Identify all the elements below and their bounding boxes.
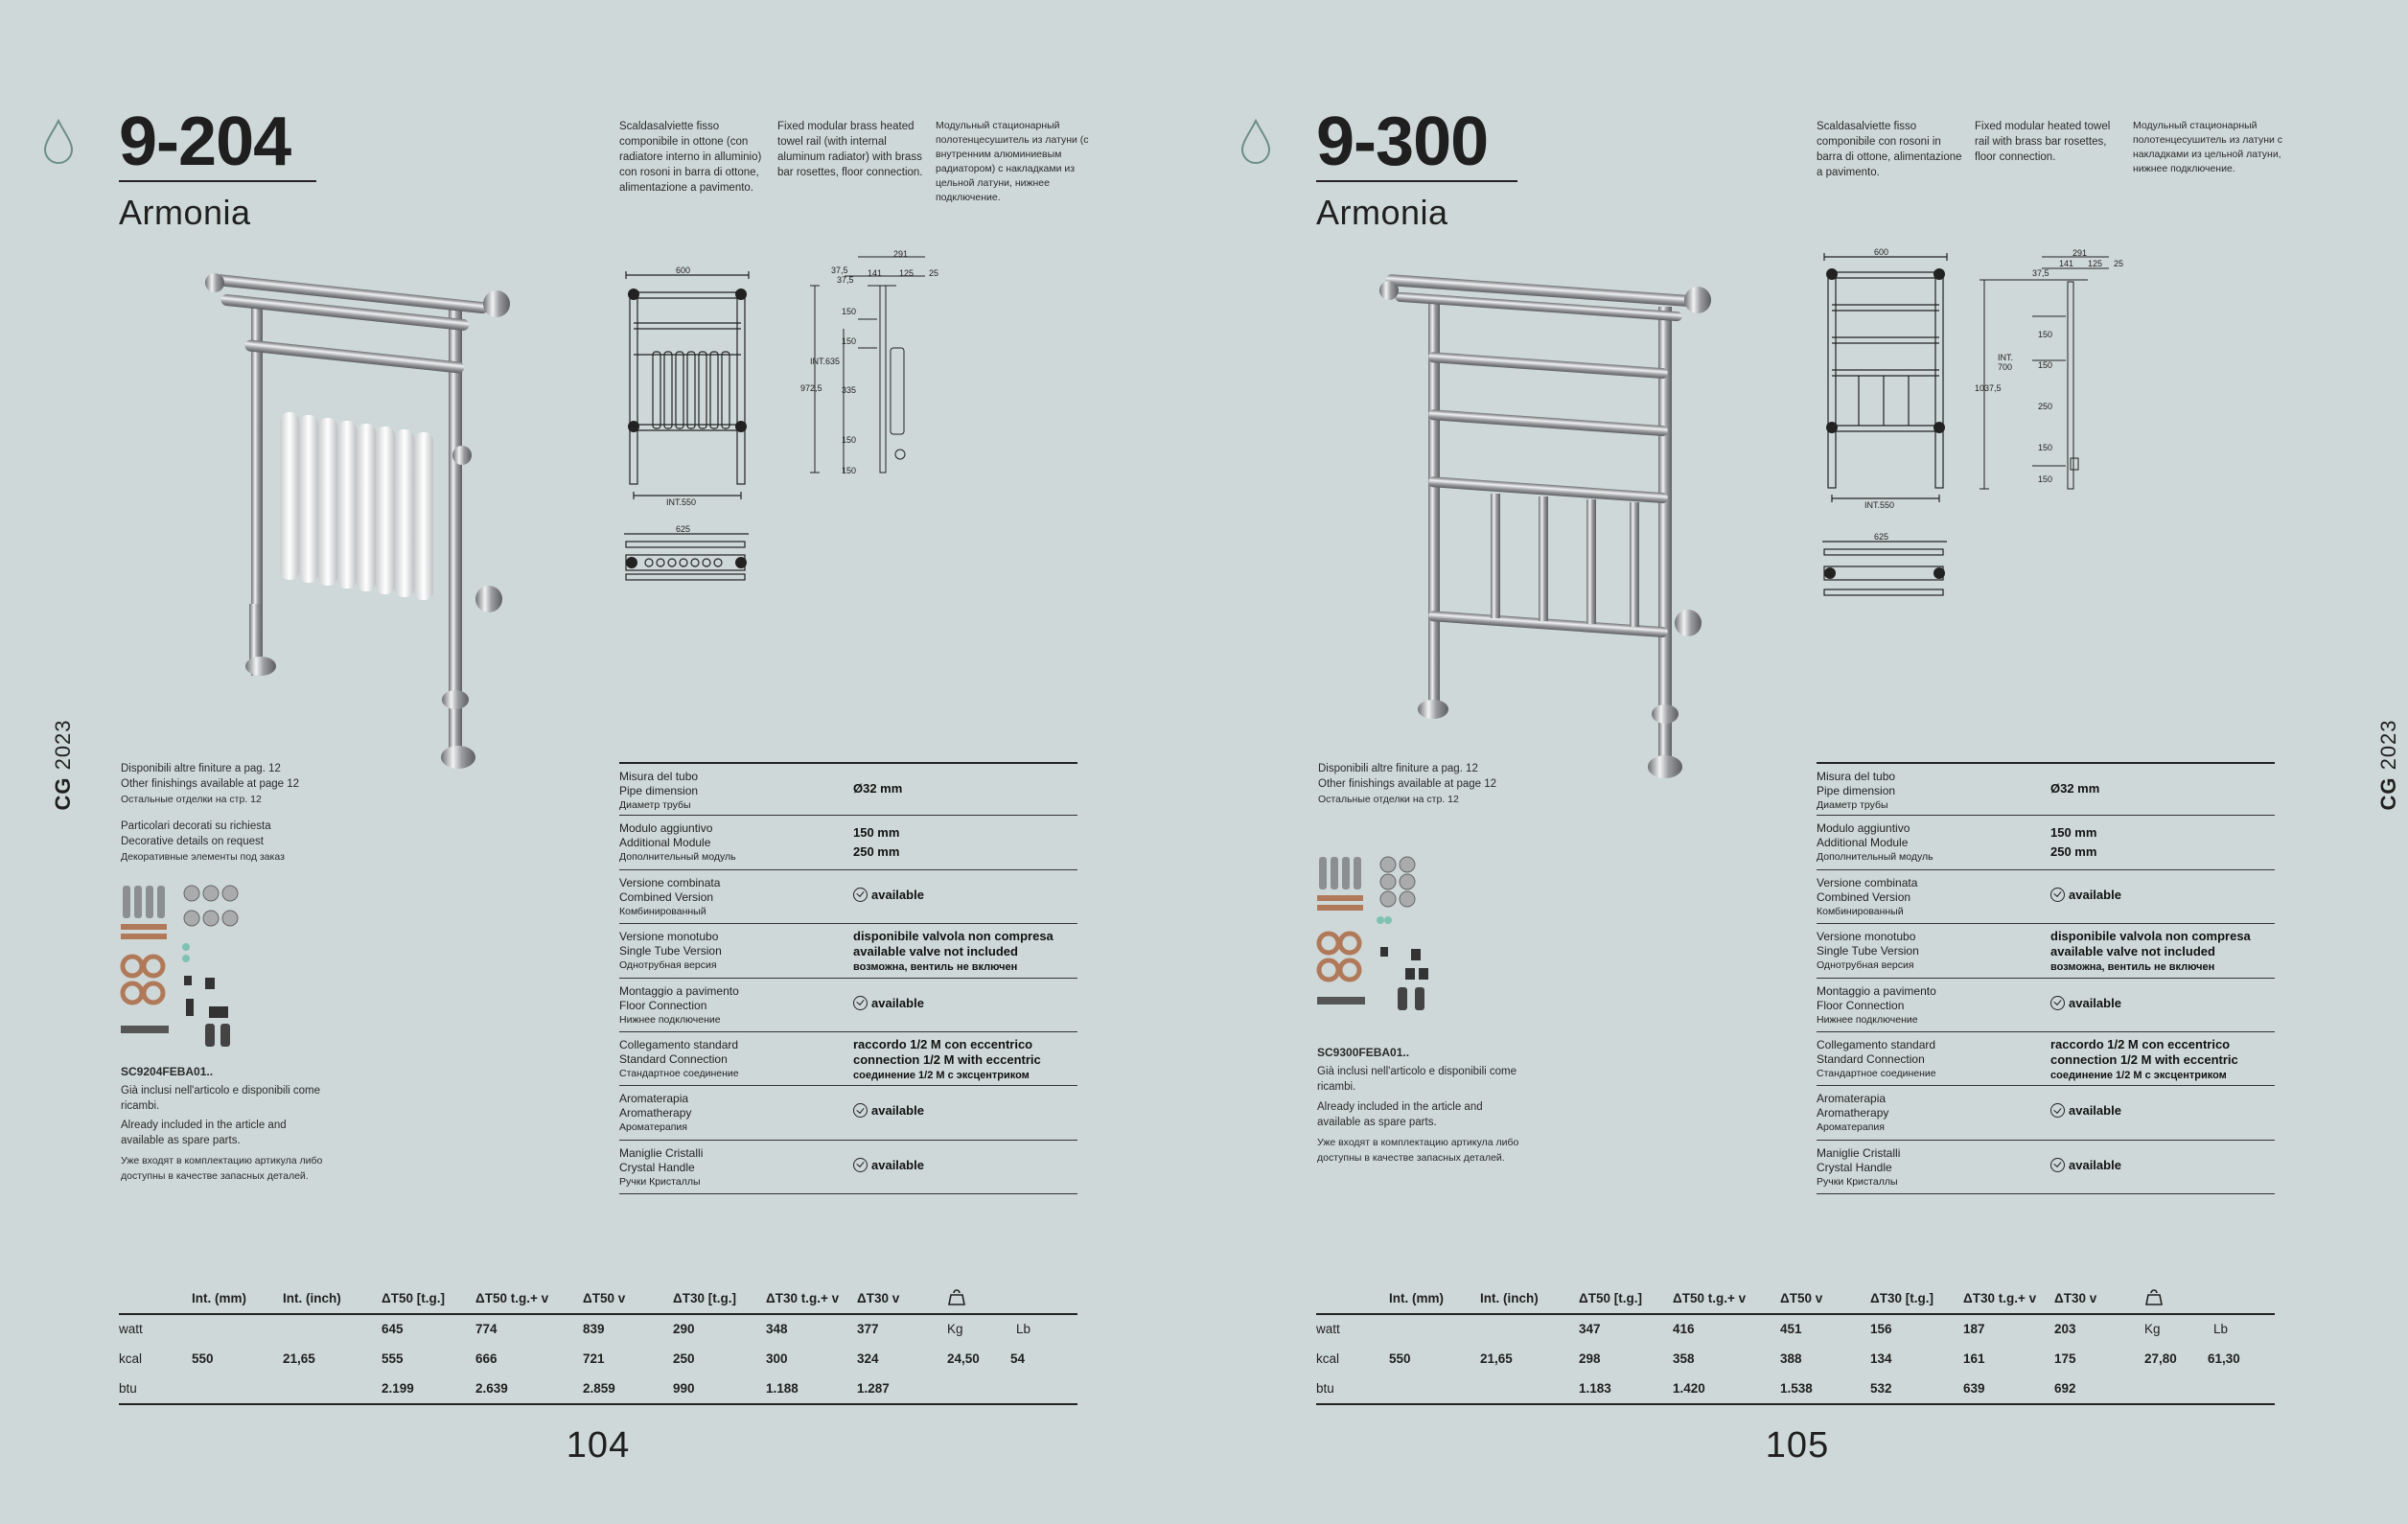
spec-label-it: Montaggio a pavimento: [619, 983, 739, 998]
spec-label-en: Aromatherapy: [619, 1106, 692, 1120]
perf-header-row: [1316, 1284, 2275, 1315]
dim-37-5a: 37,5: [831, 266, 848, 275]
spec-value-text: available: [871, 887, 924, 902]
spec-value-it: disponibile valvola non compresa: [2050, 929, 2251, 944]
spec-label-ru: Ароматерапия: [619, 1121, 687, 1134]
cell: 300: [766, 1351, 788, 1366]
spec-value-ru: соединение 1/2 M с эксцентриком: [853, 1069, 1030, 1081]
finish-en: Other finishings available at page 12: [121, 778, 300, 790]
check-circle-icon: [2050, 1158, 2065, 1172]
spec-value-en: available valve not included: [853, 944, 1018, 959]
cell-int-inch: 21,65: [283, 1351, 315, 1366]
spec-row-aroma: [619, 1086, 1077, 1140]
spare-parts-photo: [1315, 853, 1459, 1026]
spec-value-en: available valve not included: [2050, 944, 2215, 959]
finish-en: Other finishings available at page 12: [1318, 778, 1497, 790]
spec-value-1: 150 mm: [853, 825, 900, 841]
kit-note-ru: Уже входят в комплектацию артикула либо доступны в качестве запасных деталей.: [1317, 1137, 1519, 1164]
dim-150b: 150: [842, 336, 857, 346]
dim-int-label: INT.: [1998, 353, 2014, 362]
spec-row-combined: [619, 870, 1077, 924]
dim-150d: 150: [842, 466, 857, 475]
cell: 666: [475, 1351, 498, 1366]
spec-label-it: Versione combinata: [619, 875, 721, 889]
kit-note-en: Already included in the article and available as spare parts.: [121, 1120, 287, 1146]
spec-row-monotube: [1817, 924, 2275, 978]
header-dt30: ΔT30 [t.g.]: [673, 1291, 736, 1305]
spec-label-en: Additional Module: [619, 836, 711, 850]
spec-value-en: connection 1/2 M with eccentric: [853, 1051, 1041, 1067]
dim-972-5: 972,5: [800, 383, 822, 393]
dim-291: 291: [893, 249, 909, 259]
dim-150a: 150: [842, 307, 857, 316]
check-circle-icon: [853, 888, 868, 902]
spec-value-2: 250 mm: [853, 844, 900, 860]
spec-label-en: Floor Connection: [619, 998, 707, 1012]
weight-icon: [2144, 1288, 2164, 1307]
spec-label-it: Aromaterapia: [1817, 1092, 1887, 1106]
cell-kg: 27,80: [2144, 1351, 2177, 1366]
kit-code: SC9300FEBA01..: [1317, 1046, 1410, 1059]
front-view-drawing: [1817, 247, 1960, 511]
perf-row-btu: [119, 1374, 1077, 1405]
product-photo: [192, 254, 522, 781]
spec-label-en: Additional Module: [1817, 836, 1909, 850]
finish-it: Disponibili altre finiture a pag. 12: [1318, 763, 1478, 774]
cell: 134: [1870, 1351, 1892, 1366]
spec-label-en: Single Tube Version: [619, 944, 722, 958]
spec-value: [2050, 1037, 2277, 1083]
spec-label-en: Standard Connection: [1817, 1051, 1925, 1066]
perf-row-watt: [119, 1315, 1077, 1344]
perf-row-kcal: [119, 1345, 1077, 1374]
spec-label-it: Collegamento standard: [1817, 1037, 1936, 1051]
dim-150c: 150: [842, 435, 857, 445]
cell: 358: [1673, 1351, 1695, 1366]
spec-label-it: Misura del tubo: [1817, 770, 1896, 783]
description-it: Scaldasalviette fisso componibile in ottone (con radiatore interno in alluminio) con rosoni in barra di ottone, alimentazione a pavimento.: [619, 121, 762, 194]
unit-kg: Kg: [2144, 1322, 2161, 1336]
spec-label-ru: Нижнее подключение: [619, 1013, 721, 1026]
row-label: kcal: [119, 1351, 143, 1366]
title-underline: [119, 180, 316, 182]
spec-value: Ø32 mm: [2050, 781, 2100, 796]
spec-value: [853, 1037, 1079, 1083]
spec-label-en: Combined Version: [619, 889, 714, 904]
spec-value: [2050, 1158, 2277, 1173]
cell: 639: [1963, 1381, 1985, 1396]
spec-value: [2050, 996, 2277, 1011]
dim-291: 291: [2072, 248, 2088, 258]
spec-row-module: [619, 816, 1077, 869]
perf-header-row: [119, 1284, 1077, 1315]
dim-25: 25: [929, 268, 939, 278]
top-view-drawing: [618, 522, 762, 599]
side-view-drawing: [1975, 247, 2166, 501]
dim-125: 125: [2088, 259, 2103, 268]
spec-value-ru: соединение 1/2 M с эксцентриком: [2050, 1069, 2227, 1081]
check-circle-icon: [853, 1103, 868, 1118]
dim-600: 600: [676, 266, 691, 275]
perf-row-watt: [1316, 1315, 2275, 1344]
finish-ru: Остальные отделки на стр. 12: [121, 794, 262, 805]
dim-600: 600: [1874, 247, 1889, 257]
spec-value: [853, 929, 1079, 975]
spec-row-aroma: [1817, 1086, 2275, 1140]
header-dt50gv: ΔT50 t.g.+ v: [475, 1291, 549, 1305]
dim-37-5b: 37,5: [837, 275, 854, 285]
cell-lb: 61,30: [2208, 1351, 2240, 1366]
dim-int550: INT.550: [666, 497, 697, 507]
spec-row-floor: [1817, 979, 2275, 1032]
decor-note: [121, 819, 370, 865]
product-code: 9-300: [1316, 104, 1489, 180]
top-view-drawing: [1817, 532, 1960, 613]
front-view-drawing: [618, 264, 762, 508]
spec-value-text: available: [871, 1103, 924, 1119]
year-label: 2023: [2376, 719, 2400, 771]
description-en: Fixed modular brass heated towel rail (with internal aluminum radiator) with brass bar rosettes, floor connection.: [777, 121, 923, 178]
spec-value-text: available: [871, 1157, 924, 1172]
kit-note-en: Already included in the article and available as spare parts.: [1317, 1101, 1483, 1128]
cell: 324: [857, 1351, 879, 1366]
header-dt30v: ΔT30 v: [857, 1291, 900, 1305]
spec-value: [853, 825, 1079, 860]
spec-label-ru: Ручки Кристаллы: [1817, 1175, 1898, 1188]
header-dt30: ΔT30 [t.g.]: [1870, 1291, 1933, 1305]
spec-row-module: [1817, 816, 2275, 869]
spec-value-it: raccordo 1/2 M con eccentrico: [853, 1036, 1033, 1051]
kit-code: SC9204FEBA01..: [121, 1065, 214, 1078]
cell: 1.287: [857, 1381, 890, 1396]
spec-row-standard: [619, 1032, 1077, 1086]
spec-label-ru: Дополнительный модуль: [1817, 851, 1933, 864]
unit-lb: Lb: [1016, 1322, 1031, 1336]
check-circle-icon: [2050, 996, 2065, 1010]
product-photo: [1376, 264, 1711, 786]
dim-25: 25: [2114, 259, 2124, 268]
spec-row-monotube: [619, 924, 1077, 978]
perf-row-btu: [1316, 1374, 2275, 1405]
header-dt30v: ΔT30 v: [2054, 1291, 2097, 1305]
spec-value-it: disponibile valvola non compresa: [853, 929, 1054, 944]
cell: 175: [2054, 1351, 2076, 1366]
cell: 839: [583, 1322, 605, 1336]
spec-label-it: Montaggio a pavimento: [1817, 983, 1936, 998]
finishes-note: [121, 761, 370, 807]
cell: 555: [382, 1351, 404, 1366]
header-int-mm: Int. (mm): [192, 1291, 246, 1305]
check-circle-icon: [853, 1158, 868, 1172]
spec-value: [853, 1158, 1079, 1173]
cell: 416: [1673, 1322, 1695, 1336]
cell: 161: [1963, 1351, 1985, 1366]
spec-label-ru: Стандартное соединение: [619, 1067, 739, 1079]
spec-label-en: Crystal Handle: [619, 1160, 695, 1174]
spec-label-ru: Однотрубная версия: [619, 959, 717, 972]
spec-label-it: Maniglie Cristalli: [1817, 1145, 1901, 1160]
spec-label-en: Combined Version: [1817, 889, 1911, 904]
dim-int635: INT.635: [810, 357, 841, 366]
spec-label-it: Versione monotubo: [619, 930, 719, 944]
cell-int-inch: 21,65: [1480, 1351, 1513, 1366]
cell: 721: [583, 1351, 605, 1366]
spec-value-it: raccordo 1/2 M con eccentrico: [2050, 1036, 2231, 1051]
cell: 1.183: [1579, 1381, 1611, 1396]
header-int-inch: Int. (inch): [283, 1291, 341, 1305]
row-label: kcal: [1316, 1351, 1340, 1366]
spec-value: [853, 996, 1079, 1011]
spec-label-ru: Диаметр трубы: [619, 799, 691, 811]
cell: 156: [1870, 1322, 1892, 1336]
spec-label-en: Pipe dimension: [619, 784, 699, 797]
dim-250: 250: [2038, 402, 2053, 411]
spec-label-en: Floor Connection: [1817, 998, 1905, 1012]
cell: 645: [382, 1322, 404, 1336]
cell: 250: [673, 1351, 695, 1366]
dim-150d: 150: [2038, 474, 2053, 484]
spec-label-it: Modulo aggiuntivo: [619, 821, 713, 836]
decor-it: Particolari decorati su richiesta: [121, 820, 271, 832]
spec-value-text: available: [2069, 887, 2121, 902]
spec-value-2: 250 mm: [2050, 844, 2097, 860]
header-dt50gv: ΔT50 t.g.+ v: [1673, 1291, 1747, 1305]
product-code: 9-204: [119, 104, 291, 180]
cell: 348: [766, 1322, 788, 1336]
description-it: Scaldasalviette fisso componibile con rosoni in barra di ottone, alimentazione a pavimento.: [1817, 121, 1962, 178]
spec-label-en: Single Tube Version: [1817, 944, 1919, 958]
row-label: btu: [1316, 1381, 1334, 1396]
cell-lb: 54: [1010, 1351, 1026, 1366]
header-dt50: ΔT50 [t.g.]: [382, 1291, 445, 1305]
cell: 1.420: [1673, 1381, 1705, 1396]
perf-row-kcal: [1316, 1345, 2275, 1374]
spec-value-text: available: [871, 995, 924, 1010]
spec-value-ru: возможна, вентиль не включен: [853, 961, 1018, 974]
water-drop-icon: [1239, 119, 1272, 165]
spec-value: [853, 1103, 1079, 1119]
spec-label-ru: Нижнее подключение: [1817, 1013, 1918, 1026]
spec-value-1: 150 mm: [2050, 825, 2097, 841]
specs-table: [619, 762, 1077, 1194]
cell: 1.188: [766, 1381, 799, 1396]
cell: 990: [673, 1381, 695, 1396]
water-drop-icon: [42, 119, 75, 165]
finishes-note: [1318, 761, 1567, 807]
spec-value-text: available: [2069, 1157, 2121, 1172]
kit-note-it: Già inclusi nell'articolo e disponibili come ricambi.: [1317, 1066, 1517, 1093]
row-label: watt: [1316, 1322, 1340, 1336]
finish-ru: Остальные отделки на стр. 12: [1318, 794, 1459, 805]
cell: 203: [2054, 1322, 2076, 1336]
cell: 2.639: [475, 1381, 508, 1396]
cell: 451: [1780, 1322, 1802, 1336]
catalog-brand-vertical: [2370, 707, 2408, 822]
header-int-mm: Int. (mm): [1389, 1291, 1444, 1305]
dim-625: 625: [1874, 532, 1889, 542]
dim-37-5: 37,5: [2032, 268, 2049, 278]
cell: 774: [475, 1322, 498, 1336]
finish-it: Disponibili altre finiture a pag. 12: [121, 763, 281, 774]
cell-int-mm: 550: [192, 1351, 214, 1366]
page-104: [0, 0, 1197, 1524]
product-name: Armonia: [1316, 193, 1448, 232]
spec-label-it: Modulo aggiuntivo: [1817, 821, 1910, 836]
header-dt30gv: ΔT30 t.g.+ v: [766, 1291, 840, 1305]
dim-141: 141: [2059, 259, 2074, 268]
spec-row-crystal: [619, 1141, 1077, 1194]
decor-en: Decorative details on request: [121, 836, 264, 847]
dim-150c: 150: [2038, 443, 2053, 452]
cell: 377: [857, 1322, 879, 1336]
cell: 347: [1579, 1322, 1601, 1336]
check-circle-icon: [2050, 888, 2065, 902]
cell: 290: [673, 1322, 695, 1336]
spec-value: [2050, 888, 2277, 903]
weight-icon: [947, 1288, 966, 1307]
catalog-brand-vertical: [44, 707, 82, 822]
spec-label-ru: Ароматерапия: [1817, 1121, 1885, 1134]
specs-table: [1817, 762, 2275, 1194]
cell: 388: [1780, 1351, 1802, 1366]
header-int-inch: Int. (inch): [1480, 1291, 1539, 1305]
dim-125: 125: [899, 268, 915, 278]
header-dt50v: ΔT50 v: [1780, 1291, 1823, 1305]
cell: 1.538: [1780, 1381, 1813, 1396]
spec-row-floor: [619, 979, 1077, 1032]
spec-value: [2050, 929, 2277, 975]
spec-value-text: available: [2069, 1103, 2121, 1119]
spec-label-ru: Ручки Кристаллы: [619, 1175, 701, 1188]
year-label: 2023: [51, 719, 75, 771]
spec-label-ru: Комбинированный: [1817, 905, 1904, 917]
dim-1037-5: 1037,5: [1975, 383, 2002, 393]
spec-row-pipe: [619, 762, 1077, 816]
dim-335: 335: [842, 385, 857, 395]
spec-label-ru: Комбинированный: [619, 905, 706, 917]
spec-row-crystal: [1817, 1141, 2275, 1194]
side-view-drawing: [800, 247, 973, 482]
spec-value: Ø32 mm: [853, 781, 903, 796]
spec-label-ru: Диаметр трубы: [1817, 799, 1888, 811]
brand-label: CG: [51, 776, 75, 811]
spec-value-en: connection 1/2 M with eccentric: [2050, 1051, 2238, 1067]
spec-label-en: Pipe dimension: [1817, 784, 1896, 797]
kit-note-it: Già inclusi nell'articolo e disponibili come ricambi.: [121, 1085, 321, 1112]
cell: 532: [1870, 1381, 1892, 1396]
page-number: 104: [566, 1425, 631, 1466]
dim-141: 141: [868, 268, 883, 278]
decor-ru: Декоративные элементы под заказ: [121, 851, 285, 863]
dim-150b: 150: [2038, 360, 2053, 370]
cell: 692: [2054, 1381, 2076, 1396]
spec-label-ru: Однотрубная версия: [1817, 959, 1914, 972]
spec-value: [2050, 825, 2277, 860]
cell: 298: [1579, 1351, 1601, 1366]
header-dt50v: ΔT50 v: [583, 1291, 626, 1305]
spec-value-ru: возможна, вентиль не включен: [2050, 961, 2215, 974]
description-ru: Модульный стационарный полотенцесушитель из латуни с накладками из цельной латуни, нижнее подключение.: [2133, 120, 2283, 174]
row-label: watt: [119, 1322, 143, 1336]
dim-int550: INT.550: [1864, 500, 1895, 510]
cell-kg: 24,50: [947, 1351, 980, 1366]
spec-label-it: Maniglie Cristalli: [619, 1145, 704, 1160]
unit-kg: Kg: [947, 1322, 963, 1336]
dim-625: 625: [676, 524, 691, 534]
cell: 2.199: [382, 1381, 414, 1396]
product-name: Armonia: [119, 193, 251, 232]
page-number: 105: [1765, 1425, 1830, 1466]
title-underline: [1316, 180, 1517, 182]
brand-label: CG: [2376, 776, 2400, 811]
description-ru: Модульный стационарный полотенцесушитель из латуни (с внутренним алюминиевым радиатором) с накладками из цельной латуни, нижнее подключение.: [936, 120, 1089, 203]
kit-note-ru: Уже входят в комплектацию артикула либо доступны в качестве запасных деталей.: [121, 1155, 323, 1182]
header-dt50: ΔT50 [t.g.]: [1579, 1291, 1642, 1305]
spec-label-ru: Дополнительный модуль: [619, 851, 736, 864]
spec-value: [853, 888, 1079, 903]
spec-label-en: Aromatherapy: [1817, 1106, 1889, 1120]
spec-label-it: Versione monotubo: [1817, 930, 1916, 944]
spec-row-standard: [1817, 1032, 2275, 1086]
description-en: Fixed modular heated towel rail with brass bar rosettes, floor connection.: [1975, 121, 2111, 163]
spec-label-it: Aromaterapia: [619, 1092, 689, 1106]
spec-value: [2050, 1103, 2277, 1119]
spec-label-it: Versione combinata: [1817, 875, 1918, 889]
spec-value-text: available: [2069, 995, 2121, 1010]
spec-label-en: Crystal Handle: [1817, 1160, 1892, 1174]
cell: 187: [1963, 1322, 1985, 1336]
unit-lb: Lb: [2213, 1322, 2229, 1336]
spare-parts-photo: [119, 882, 263, 1054]
spec-label-ru: Стандартное соединение: [1817, 1067, 1936, 1079]
check-circle-icon: [2050, 1103, 2065, 1118]
spec-row-combined: [1817, 870, 2275, 924]
spec-label-it: Misura del tubo: [619, 770, 699, 783]
dim-150a: 150: [2038, 330, 2053, 339]
cell-int-mm: 550: [1389, 1351, 1411, 1366]
spec-row-pipe: [1817, 762, 2275, 816]
row-label: btu: [119, 1381, 137, 1396]
spec-label-en: Standard Connection: [619, 1051, 728, 1066]
spec-label-it: Collegamento standard: [619, 1037, 739, 1051]
check-circle-icon: [853, 996, 868, 1010]
dim-700: 700: [1998, 362, 2013, 372]
header-dt30gv: ΔT30 t.g.+ v: [1963, 1291, 2037, 1305]
page-105: [1198, 0, 2400, 1524]
cell: 2.859: [583, 1381, 615, 1396]
